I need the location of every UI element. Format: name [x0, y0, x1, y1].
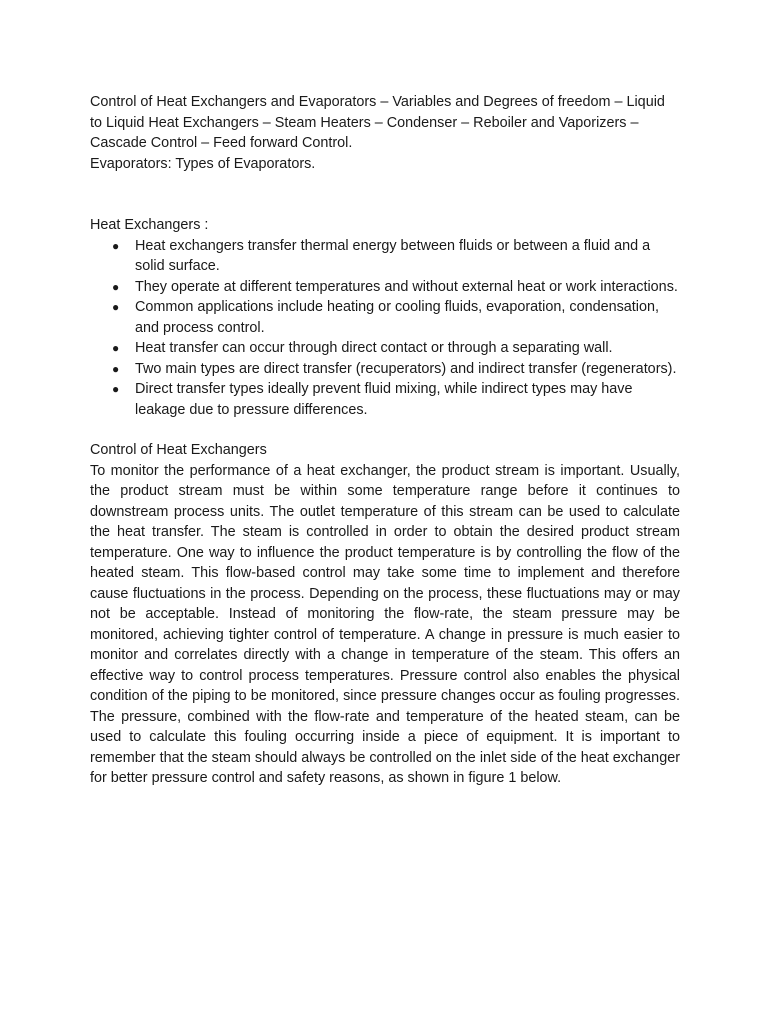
spacer [90, 420, 680, 440]
list-item [90, 277, 680, 298]
document-content [90, 92, 680, 789]
list-item-text: Heat transfer can occur through direct contact or through a separating wall. [135, 340, 613, 356]
list-item [90, 236, 680, 277]
heat-exchangers-heading: Heat Exchangers : [90, 217, 209, 233]
syllabus-intro [90, 92, 680, 174]
bullet-icon: ● [112, 279, 120, 294]
heat-exchangers-list [90, 236, 680, 421]
spacer [90, 174, 680, 215]
bullet-icon: ● [112, 238, 120, 253]
bullet-icon: ● [112, 382, 120, 396]
list-item [90, 338, 680, 359]
list-item-text: Heat exchangers transfer thermal energy between fluids or between a fluid and a solid surface. [135, 237, 651, 274]
list-item [90, 359, 680, 380]
list-item-text: They operate at different temperatures and without external heat or work interactions. [135, 278, 678, 295]
intro-line-control: Cascade Control – Feed forward Control. [90, 135, 353, 151]
bullet-icon: ● [112, 361, 120, 376]
intro-line-evaporators: Evaporators: Types of Evaporators. [90, 155, 316, 172]
bullet-icon: ● [112, 341, 120, 355]
list-item-text: Common applications include heating or cooling fluids, evaporation, condensation, and process control. [135, 299, 659, 336]
control-heading: Control of Heat Exchangers [90, 442, 267, 458]
list-item-text: Direct transfer types ideally prevent fluid mixing, while indirect types may have leakage due to pressure differences. [135, 381, 633, 418]
bullet-icon: ● [112, 300, 120, 314]
list-item [90, 379, 680, 420]
list-item [90, 297, 680, 338]
control-paragraph: To monitor the performance of a heat exchanger, the product stream is important. Usually, the product stream must be within some temperature range before it continues to downstream process units. The outlet temperature of this stream can be used to calculate the heat transfer. The steam is controlled in order to obtain the desired product stream temperature. One way to influence the product temperature is by controlling the flow of the heated steam. This flow-based control may take some time to implement and therefore cause fluctuations in the process. Depending on the process, these fluctuations may or may not be acceptable. Instead of monitoring the flow-rate, the steam pressure may be monitored, achieving tighter control of temperature. A change in pressure is much easier to monitor and correlates directly with a change in temperature of the steam. This offers an effective way to control process temperatures. Pressure control also enables the physical condition of the piping to be monitored, since pressure changes occur as fouling progresses. The pressure, combined with the flow-rate and temperature of the heated steam, can be used to calculate this fouling occurring inside a piece of equipment. It is important to remember that the steam should always be controlled on the inlet side of the heat exchanger for better pressure control and safety reasons, as shown in figure 1 below. [90, 462, 680, 786]
intro-line-topics: Control of Heat Exchangers and Evaporators – Variables and Degrees of freedom – Liquid to Liquid Heat Exchangers – Steam Heaters – Condenser – Reboiler and Vaporizers – [90, 94, 665, 131]
list-item-text: Two main types are direct transfer (recuperators) and indirect transfer (regenerators). [135, 360, 677, 377]
